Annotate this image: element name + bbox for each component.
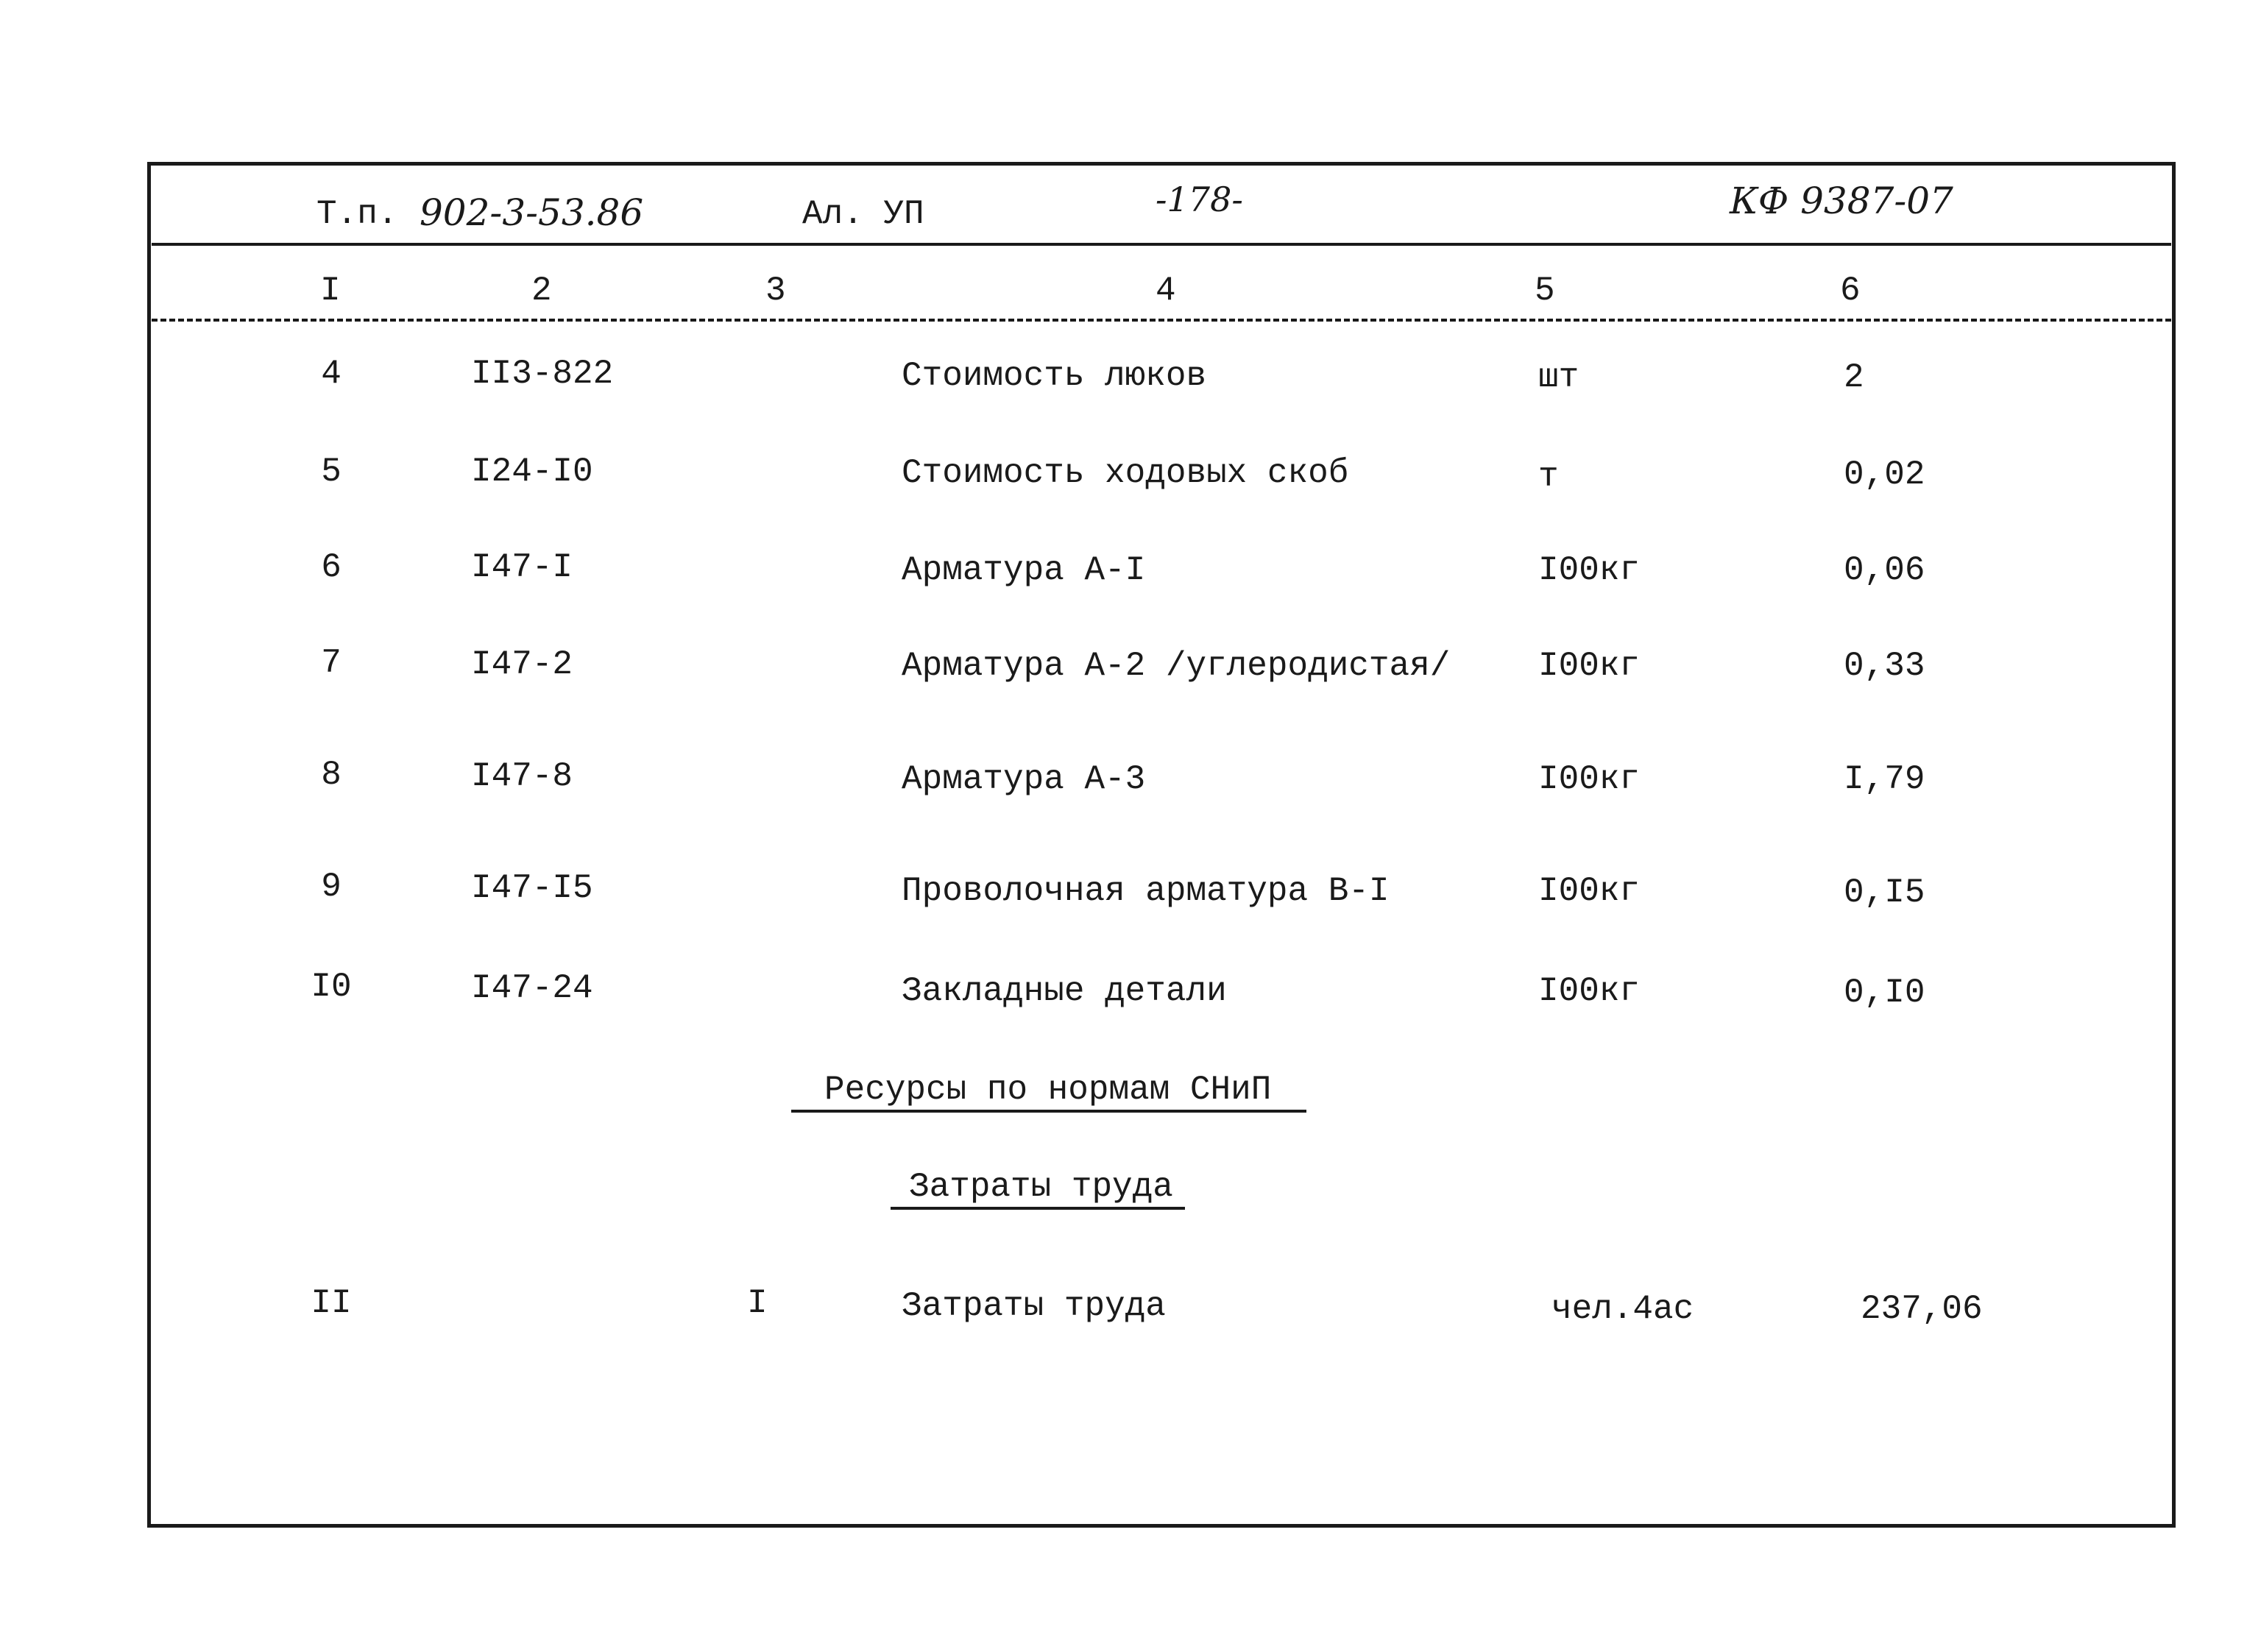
row-unit: I00кг bbox=[1538, 551, 1641, 589]
row-code: I47-2 bbox=[471, 645, 573, 684]
row-norm: I bbox=[747, 1284, 768, 1322]
row-number: 6 bbox=[321, 548, 342, 586]
row-name: Стоимость люков bbox=[902, 357, 1207, 395]
row-name: Арматура А-3 bbox=[902, 760, 1146, 798]
row-number: II bbox=[311, 1284, 352, 1322]
row-number: 8 bbox=[321, 756, 342, 794]
row-code: I47-8 bbox=[471, 757, 573, 795]
column-header-3: 3 bbox=[765, 272, 786, 310]
row-name: Затраты труда bbox=[902, 1287, 1166, 1325]
row-code: I47-24 bbox=[471, 969, 593, 1007]
row-unit: шт bbox=[1538, 358, 1579, 397]
column-header-6: 6 bbox=[1840, 272, 1861, 310]
subsection-title-underline bbox=[891, 1207, 1185, 1210]
row-quantity: 2 bbox=[1844, 358, 1864, 397]
page-number: -178- bbox=[1156, 180, 1243, 219]
row-unit: I00кг bbox=[1538, 972, 1641, 1010]
row-name: Арматура А-2 /углеродистая/ bbox=[902, 647, 1451, 685]
column-header-divider bbox=[152, 319, 2171, 322]
row-quantity: 237,06 bbox=[1861, 1290, 1983, 1328]
doc-number: 902-3-53.86 bbox=[420, 191, 644, 234]
section-title: Ресурсы по нормам СНиП bbox=[824, 1071, 1272, 1109]
column-header-5: 5 bbox=[1535, 272, 1555, 310]
row-name: Арматура А-I bbox=[902, 551, 1146, 589]
row-quantity: 0,I5 bbox=[1844, 873, 1925, 912]
row-name: Стоимость ходовых скоб bbox=[902, 454, 1349, 492]
album-label: Ал. УП bbox=[802, 195, 924, 233]
row-code: I47-I bbox=[471, 548, 573, 586]
row-code: II3-822 bbox=[471, 355, 614, 393]
row-name: Проволочная арматура В-I bbox=[902, 872, 1390, 910]
row-quantity: 0,06 bbox=[1844, 551, 1925, 589]
row-unit: I00кг bbox=[1538, 872, 1641, 910]
row-quantity: 0,02 bbox=[1844, 455, 1925, 494]
row-code: I24-I0 bbox=[471, 453, 593, 491]
row-quantity: 0,33 bbox=[1844, 647, 1925, 685]
row-code: I47-I5 bbox=[471, 869, 593, 907]
row-number: 9 bbox=[321, 868, 342, 906]
row-quantity: I,79 bbox=[1844, 760, 1925, 798]
row-number: 5 bbox=[321, 453, 342, 491]
column-header-2: 2 bbox=[531, 272, 552, 310]
doc-label: Т.п. bbox=[316, 195, 398, 233]
row-unit: I00кг bbox=[1538, 647, 1641, 685]
column-header-4: 4 bbox=[1156, 272, 1176, 310]
row-unit: чел.4ас bbox=[1551, 1290, 1694, 1328]
row-unit: т bbox=[1538, 458, 1559, 496]
row-number: I0 bbox=[311, 968, 352, 1006]
row-unit: I00кг bbox=[1538, 760, 1641, 798]
row-number: 4 bbox=[321, 355, 342, 393]
row-name: Закладные детали bbox=[902, 972, 1227, 1010]
document-code: КФ 9387-07 bbox=[1730, 180, 1953, 222]
section-title-underline bbox=[791, 1110, 1306, 1113]
subsection-title: Затраты труда bbox=[909, 1168, 1173, 1206]
column-header-1: I bbox=[320, 272, 341, 310]
header-divider bbox=[152, 243, 2171, 246]
row-quantity: 0,I0 bbox=[1844, 974, 1925, 1012]
row-number: 7 bbox=[321, 644, 342, 682]
